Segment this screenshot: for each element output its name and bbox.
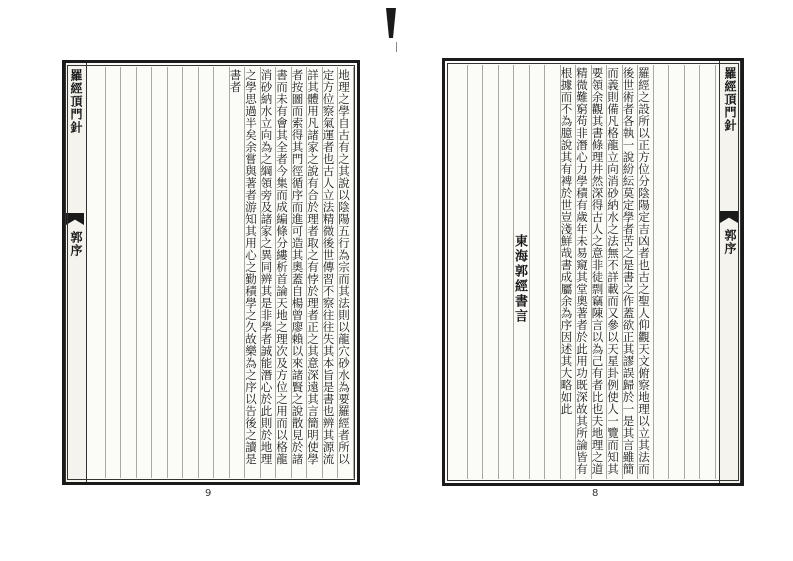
- column-rule: [622, 65, 623, 479]
- column-rule: [529, 65, 530, 479]
- column-rule: [699, 65, 700, 479]
- column-rule: [244, 67, 245, 478]
- column-rule: [353, 67, 354, 478]
- column-rule: [105, 67, 106, 478]
- column-rule: [560, 65, 561, 479]
- column-rule: [322, 67, 323, 478]
- column-rule: [291, 67, 292, 478]
- column-rule: [275, 67, 276, 478]
- left-page: [62, 60, 360, 485]
- column-rule: [684, 65, 685, 479]
- right-page-folio: 8: [592, 488, 599, 499]
- right-page: [442, 58, 744, 486]
- right-page-body-text: 羅經之設所以正方位分陰陽定吉凶者也古之聖人仰觀天文俯察地理以立其法而後世術者各執一說紛紜莫定學者苦之是書之作蓋欲正其謬誤歸於一是其言雖簡而義則備凡格龍立向消砂納水之法無不詳載而又參以天星卦例使人一覽而知其要領余觀其書條理井然深得古人之意非徒剽竊陳言以為己有者比也夫地理之道精微難窮苟非潛心力學積有歲年未易窺其堂奧著者於此用功既深故其所論皆有根據而不為臆說其有裨於世豈淺鮮哉書成屬余為序因述其大略如此: [559, 67, 651, 475]
- column-rule: [151, 67, 152, 478]
- column-rule: [637, 65, 638, 479]
- right-page-signature: 東海郭經書言: [509, 231, 530, 327]
- column-rule: [306, 67, 307, 478]
- fishtail-mark-icon: [720, 211, 738, 223]
- left-page-margin-title: 羅經頂門針: [69, 69, 83, 134]
- column-rule: [182, 67, 183, 478]
- fishtail-mark-icon: [66, 213, 84, 225]
- column-rule: [591, 65, 592, 479]
- column-rule: [544, 65, 545, 479]
- column-rule: [213, 67, 214, 478]
- column-rule: [668, 65, 669, 479]
- column-rule: [120, 67, 121, 478]
- left-page-margin-band: [65, 63, 87, 482]
- column-rule: [229, 67, 230, 478]
- column-rule: [606, 65, 607, 479]
- column-rule: [260, 67, 261, 478]
- right-page-margin-band: [719, 61, 741, 483]
- column-rule: [198, 67, 199, 478]
- ink-blot: [386, 8, 396, 38]
- right-page-margin-title: 羅經頂門針: [723, 67, 737, 132]
- gutter-mark: [396, 42, 397, 52]
- column-rule: [337, 67, 338, 478]
- column-rule: [653, 65, 654, 479]
- column-rule: [167, 67, 168, 478]
- column-rule: [482, 65, 483, 479]
- left-page-body-text: 地理之學自古有之其說以陰陽五行為宗而其法則以龍穴砂水為要羅經者所以定方位察氣運者也古人立法精微後世傳習不察往往失其本旨是書也辨其源流詳其體用凡諸家之說有合於理者取之有悖於理者正之其意深遠其言簡明使學者按圖而索得其門徑循序而進可造其奧蓋自楊曾廖賴以來諸賢之說散見於諸書而未有會其全者今集而成編條分縷析首論天地之理次及方位之用而以格龍消砂納水立向為之綱領旁及諸家之異同辨其是非學者誠能潛心於此則於地理之學思過半矣余嘗與著者游知其用心之勤積學之久故樂為之序以告後之讀是書者: [228, 69, 351, 465]
- column-rule: [467, 65, 468, 479]
- column-rule: [575, 65, 576, 479]
- column-rule: [136, 67, 137, 478]
- left-page-margin-section: 郭序: [69, 231, 83, 257]
- right-page-margin-section: 郭序: [723, 229, 737, 255]
- left-page-folio: 9: [205, 488, 212, 499]
- column-rule: [513, 65, 514, 479]
- column-rule: [715, 65, 716, 479]
- column-rule: [498, 65, 499, 479]
